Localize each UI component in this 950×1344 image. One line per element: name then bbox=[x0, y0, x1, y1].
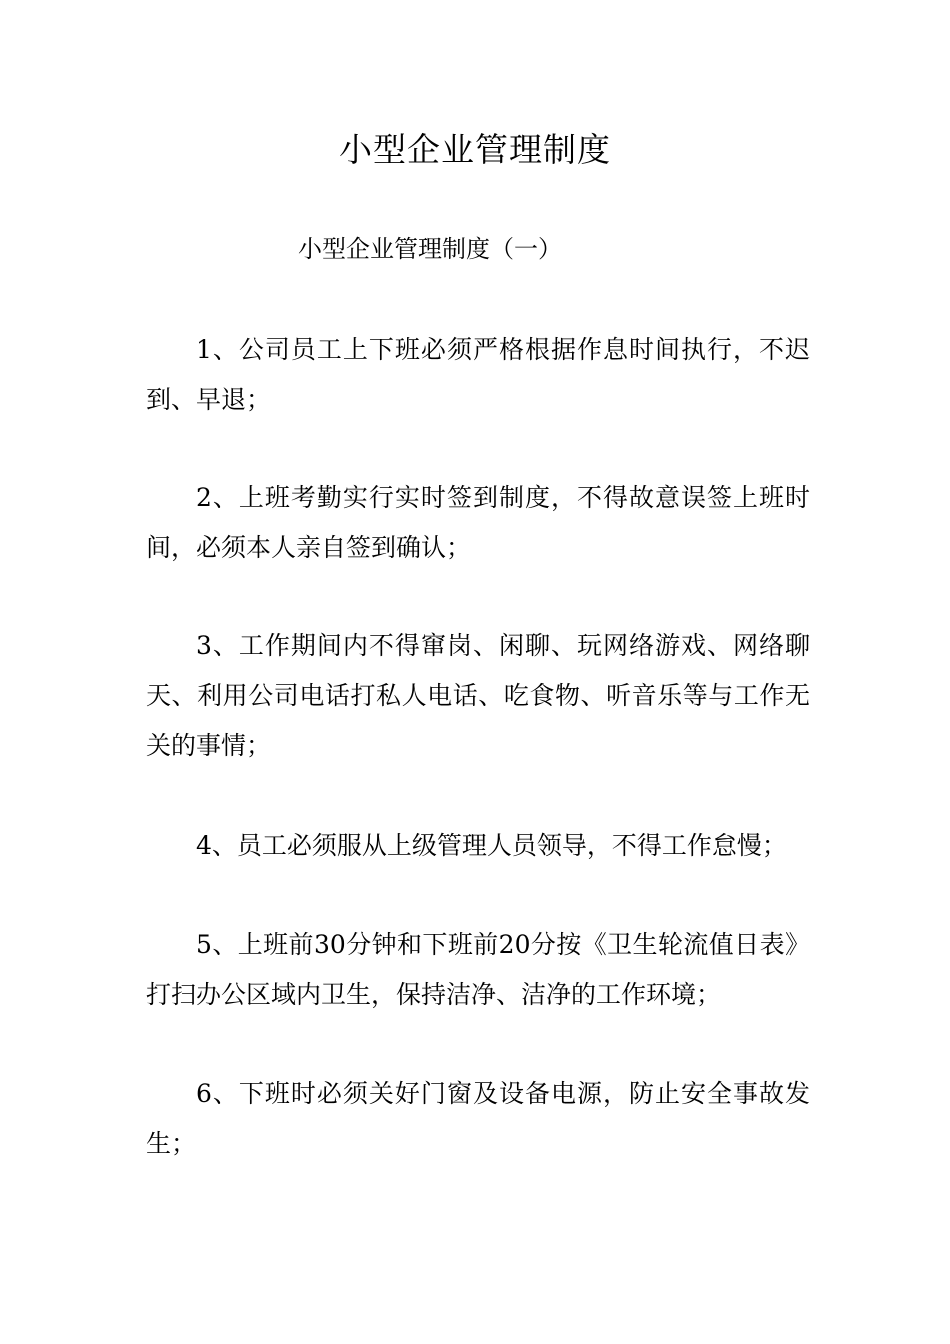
paragraph-2: 2、上班考勤实行实时签到制度，不得故意误签上班时间，必须本人亲自签到确认； bbox=[146, 483, 810, 562]
document-title: 小型企业管理制度 bbox=[339, 130, 611, 169]
paragraph-5: 5、上班前30分钟和下班前20分按《卫生轮流值日表》打扫办公区域内卫生，保持洁净、洁净的工作环境； bbox=[146, 930, 810, 1009]
paragraph-1: 1、公司员工上下班必须严格根据作息时间执行，不迟到、早退； bbox=[146, 335, 810, 414]
paragraph-6: 6、下班时必须关好门窗及设备电源，防止安全事故发生； bbox=[146, 1079, 810, 1158]
paragraph-3: 3、工作期间内不得窜岗、闲聊、玩网络游戏、网络聊天、利用公司电话打私人电话、吃食物、听音乐等与工作无关的事情； bbox=[146, 631, 810, 760]
section-subtitle: 小型企业管理制度（一） bbox=[298, 235, 562, 263]
paragraph-4: 4、员工必须服从上级管理人员领导，不得工作怠慢； bbox=[196, 831, 787, 860]
